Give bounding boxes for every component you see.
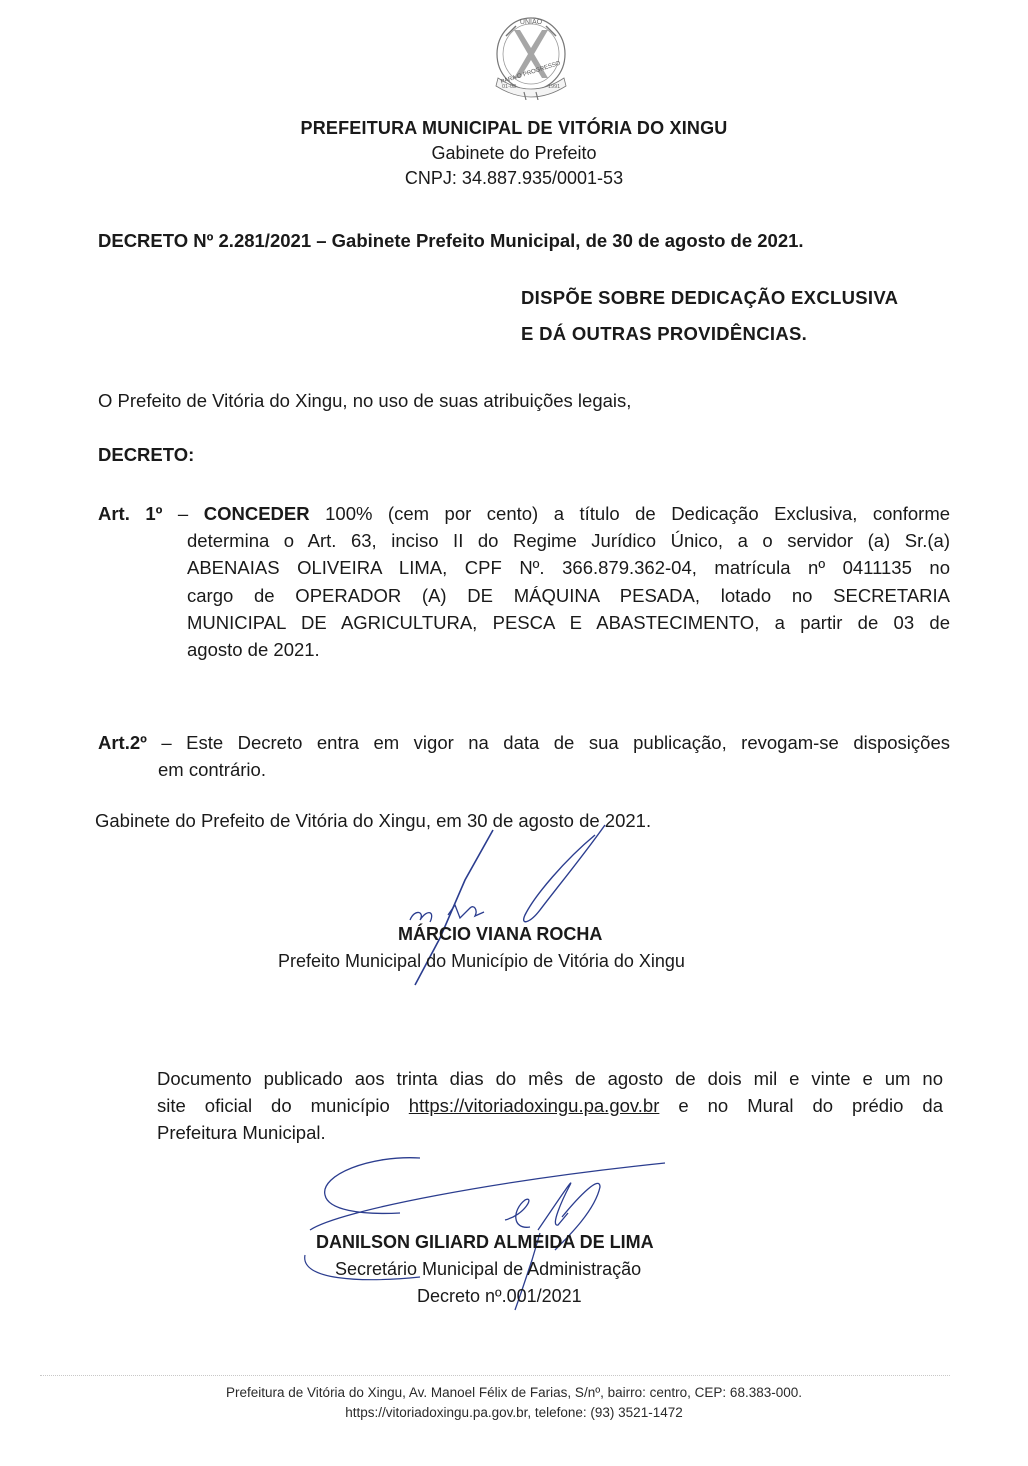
- article-1-line-3: cargo de OPERADOR (A) DE MÁQUINA PESADA, lotado no SECRETARIA: [187, 584, 950, 606]
- publication-note: [157, 1065, 943, 1146]
- article-1-label: Art. 1º: [98, 503, 163, 524]
- secretary-decree: Decreto nº.001/2021: [417, 1286, 582, 1306]
- publication-line-2-prefix: site oficial do município: [157, 1095, 409, 1116]
- article-1: [98, 500, 950, 663]
- article-1-line-2: ABENAIAS OLIVEIRA LIMA, CPF Nº. 366.879.362-04, matrícula nº 0411135 no: [187, 557, 950, 579]
- municipal-seal-icon: [484, 8, 578, 100]
- article-2-dash: –: [146, 732, 187, 753]
- header-title: PREFEITURA MUNICIPAL DE VITÓRIA DO XINGU: [300, 118, 728, 138]
- article-1-line-5: agosto de 2021.: [187, 639, 320, 661]
- seal-motto-band: PARA O PROGRESSO: [500, 60, 562, 86]
- article-2-line-0: Este Decreto entra em vigor na data de sua publicação, revogam-se disposições: [186, 732, 950, 753]
- header-cnpj: CNPJ: 34.887.935/0001-53: [404, 168, 624, 188]
- decree-intro: O Prefeito de Vitória do Xingu, no uso de suas atribuições legais,: [98, 390, 632, 411]
- footer-address: Prefeitura de Vitória do Xingu, Av. Manoel Félix de Farias, S/nº, bairro: centro, CEP: 68.383-000.: [226, 1385, 802, 1400]
- article-1-dash: –: [162, 503, 204, 524]
- article-2-label: Art.2º: [98, 732, 147, 753]
- article-2-line-1: em contrário.: [158, 759, 266, 781]
- closing-line: Gabinete do Prefeito de Vitória do Xingu, em 30 de agosto de 2021.: [95, 810, 652, 831]
- secretary-role: Secretário Municipal de Administração: [335, 1259, 642, 1279]
- decree-title: DECRETO Nº 2.281/2021 – Gabinete Prefeito Municipal, de 30 de agosto de 2021.: [98, 230, 804, 251]
- article-1-line-4: MUNICIPAL DE AGRICULTURA, PESCA E ABASTECIMENTO, a partir de 03 de: [187, 611, 950, 633]
- seal-motto-top: UNIÃO: [519, 19, 543, 26]
- article-1-keyword: CONCEDER: [203, 503, 310, 524]
- seal-year-left: 01-03: [502, 84, 517, 90]
- seal-year-right: 1991: [548, 84, 561, 90]
- article-1-line-1: determina o Art. 63, inciso II do Regime Jurídico Único, a o servidor (a) Sr.(a): [187, 530, 950, 552]
- secretary-name: DANILSON GILIARD ALMEIDA DE LIMA: [316, 1232, 654, 1252]
- publication-line-3: Prefeitura Municipal.: [157, 1122, 326, 1143]
- municipal-site-link[interactable]: https://vitoriadoxingu.pa.gov.br: [408, 1095, 660, 1116]
- mayor-role: Prefeito Municipal do Município de Vitória do Xingu: [278, 951, 685, 971]
- publication-line-2-suffix: e no Mural do prédio da: [659, 1095, 943, 1116]
- municipal-seal: [484, 8, 578, 100]
- publication-line-1: Documento publicado aos trinta dias do mês de agosto de dois mil e vinte e um no: [157, 1068, 943, 1089]
- ementa-line-2: E DÁ OUTRAS PROVIDÊNCIAS.: [521, 323, 808, 344]
- header-subtitle: Gabinete do Prefeito: [431, 143, 597, 163]
- footer-divider: [40, 1375, 950, 1376]
- footer-contact: https://vitoriadoxingu.pa.gov.br, telefone: (93) 3521-1472: [345, 1405, 683, 1420]
- ementa-line-1: DISPÕE SOBRE DEDICAÇÃO EXCLUSIVA: [521, 287, 899, 308]
- article-1-line-0: 100% (cem por cento) a título de Dedicação Exclusiva, conforme: [309, 503, 951, 524]
- mayor-name: MÁRCIO VIANA ROCHA: [398, 924, 603, 944]
- article-2: [98, 729, 950, 783]
- decreto-label: DECRETO:: [98, 444, 195, 465]
